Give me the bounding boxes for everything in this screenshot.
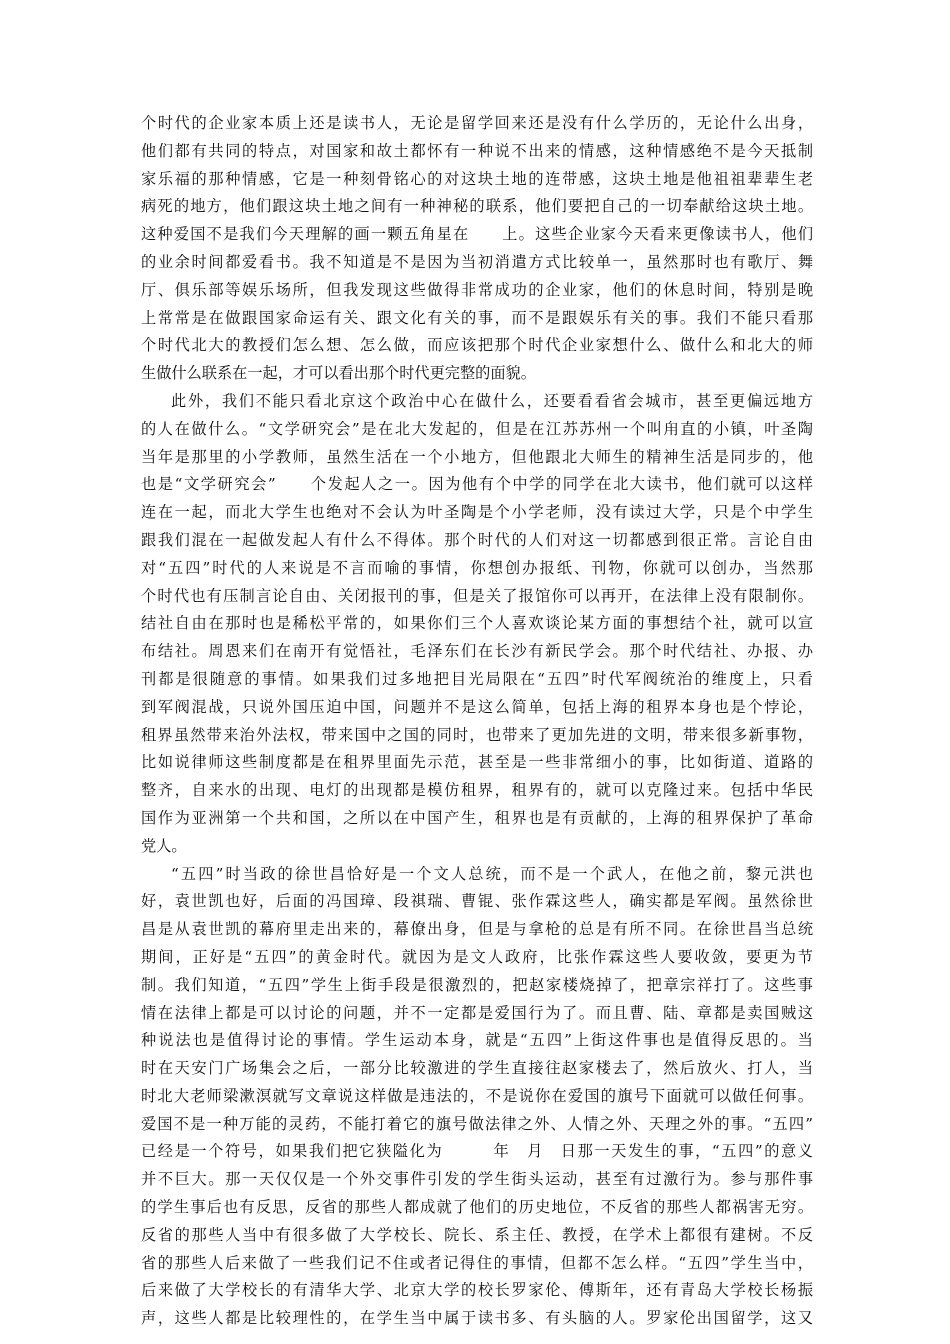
text-line: 对“五四”时代的人来说是不言而喻的事情，你想创办报纸、刊物，你就可以创办，当然那: [141, 558, 813, 577]
text-line: 也是“文学研究会” 个发起人之一。因为他有个中学的同学在北大读书，他们就可以这样: [141, 475, 813, 494]
paragraph-3: [141, 861, 813, 1334]
text-line: 个时代的企业家本质上还是读书人，无论是留学回来还是没有什么学历的，无论什么出身，: [141, 114, 813, 132]
text-line: 个时代也有压制言论自由、关闭报刊的事，但是关了报馆你可以再开，在法律上没有限制你。: [141, 586, 813, 605]
text-line: 租界虽然带来治外法权，带来国中之国的同时，也带来了更加先进的文明，带来很多新事物，: [141, 725, 813, 744]
text-line: 到军阀混战，只说外国压迫中国，问题并不是这么简单，包括上海的租界本身也是个悖论，: [141, 697, 813, 716]
text-line: 党人。: [141, 836, 187, 855]
text-line: 声，这些人都是比较理性的，在学生当中属于读书多、有头脑的人。罗家伦出国留学，这又: [141, 1309, 813, 1328]
text-line: 比如说律师这些制度都是在租界里面先示范，甚至是一些非常细小的事，比如街道、道路的: [141, 753, 813, 772]
text-line: 期间，正好是“五四”的黄金时代。就因为是文人政府，比张作霖这些人要收敛，要更为节: [141, 947, 813, 966]
text-line: 此外，我们不能只看北京这个政治中心在做什么，还要看看省会城市，甚至更偏远地方: [171, 391, 813, 410]
text-line: 反省的那些人当中有很多做了大学校长、院长、系主任、教授，在学术上都很有建树。不反: [141, 1225, 813, 1244]
text-line: 当年是那里的小学教师，虽然生活在一个小地方，但他跟北大师生的精神生活是同步的，他: [141, 447, 813, 466]
text-line: 刊都是很随意的事情。如果我们过多地把目光局限在“五四”时代军阀统治的维度上，只看: [141, 669, 813, 688]
text-line: 生做什么联系在一起，才可以看出那个时代更完整的面貌。: [141, 364, 536, 383]
text-line: 这种爱国不是我们今天理解的画一颗五角星在 上。这些企业家今天看来更像读书人，他们: [141, 225, 813, 244]
text-line: 家乐福的那种情感，它是一种刻骨铭心的对这块土地的连带感，这块土地是他祖祖辈辈生老: [141, 169, 813, 188]
text-line: 种说法也是值得讨论的事情。学生运动本身，就是“五四”上街这件事也是值得反思的。当: [141, 1031, 813, 1050]
text-line: 跟我们混在一起做发起人有什么不得体。那个时代的人们对这一切都感到很正常。言论自由: [141, 530, 813, 549]
text-line: 病死的地方，他们跟这块土地之间有一种神秘的联系，他们要把自己的一切奉献给这块土地。: [141, 197, 813, 216]
text-line: 时北大老师梁漱溟就写文章说这样做是违法的，不是说你在爱国的旗号下面就可以做任何事。: [141, 1086, 813, 1105]
text-line: 的学生事后也有反思，反省的那些人都成就了他们的历史地位，不反省的那些人都祸害无穷。: [141, 1198, 813, 1217]
document-page: [141, 110, 813, 1333]
text-line: 已经是一个符号，如果我们把它狭隘化为 年 月 日那一天发生的事，“五四”的意义: [141, 1142, 813, 1161]
text-line: 情在法律上都是可以讨论的问题，并不一定都是爱国行为了。而且曹、陆、章都是卖国贼这: [141, 1003, 813, 1022]
text-line: “五四”时当政的徐世昌恰好是一个文人总统，而不是一个武人，在他之前，黎元洪也: [171, 864, 813, 883]
text-line: 他们都有共同的特点，对国家和故土都怀有一种说不出来的情感，这种情感绝不是今天抵制: [141, 141, 813, 160]
text-line: 个时代北大的教授们怎么想、怎么做，而应该把那个时代企业家想什么、做什么和北大的师: [141, 336, 813, 355]
text-line: 连在一起，而北大学生也绝对不会认为叶圣陶是个小学老师，没有读过大学，只是个中学生: [141, 503, 813, 522]
text-line: 后来做了大学校长的有清华大学、北京大学的校长罗家伦、傅斯年，还有青岛大学校长杨振: [141, 1281, 813, 1300]
text-line: 整齐，自来水的出现、电灯的出现都是模仿租界，租界有的，就可以克隆过来。包括中华民: [141, 781, 813, 800]
text-line: 结社自由在那时也是稀松平常的，如果你们三个人喜欢谈论某方面的事想结个社，就可以宣: [141, 614, 813, 633]
text-line: 的业余时间都爱看书。我不知道是不是因为当初消遣方式比较单一，虽然那时也有歌厅、舞: [141, 252, 813, 271]
paragraph-2: [141, 388, 813, 861]
text-line: 省的那些人后来做了一些我们记不住或者记得住的事情，但都不怎么样。“五四”学生当中，: [141, 1253, 813, 1272]
text-line: 布结社。周恩来们在南开有觉悟社，毛泽东们在长沙有新民学会。那个时代结社、办报、办: [141, 642, 813, 661]
text-line: 厅、俱乐部等娱乐场所，但我发现这些做得非常成功的企业家，他们的休息时间，特别是晚: [141, 280, 813, 299]
paragraph-1: [141, 110, 813, 388]
text-line: 昌是从袁世凯的幕府里走出来的，幕僚出身，但是与拿枪的总是有所不同。在徐世昌当总统: [141, 920, 813, 939]
text-line: 国作为亚洲第一个共和国，之所以在中国产生，租界也是有贡献的，上海的租界保护了革命: [141, 808, 813, 827]
text-line: 爱国不是一种万能的灵药，不能打着它的旗号做法律之外、人情之外、天理之外的事。“五四”: [141, 1114, 813, 1133]
text-line: 的人在做什么。“文学研究会”是在北大发起的，但是在江苏苏州一个叫甪直的小镇，叶圣陶: [141, 419, 813, 438]
text-line: 时在天安门广场集会之后，一部分比较激进的学生直接往赵家楼去了，然后放火、打人，当: [141, 1059, 813, 1078]
text-line: 好，袁世凯也好，后面的冯国璋、段祺瑞、曹锟、张作霖这些人，确实都是军阀。虽然徐世: [141, 892, 813, 911]
text-line: 制。我们知道，“五四”学生上街手段是很激烈的，把赵家楼烧掉了，把章宗祥打了。这些事: [141, 975, 813, 994]
text-line: 并不巨大。那一天仅仅是一个外交事件引发的学生街头运动，甚至有过激行为。参与那件事: [141, 1170, 813, 1189]
text-line: 上常常是在做跟国家命运有关、跟文化有关的事，而不是跟娱乐有关的事。我们不能只看那: [141, 308, 813, 327]
